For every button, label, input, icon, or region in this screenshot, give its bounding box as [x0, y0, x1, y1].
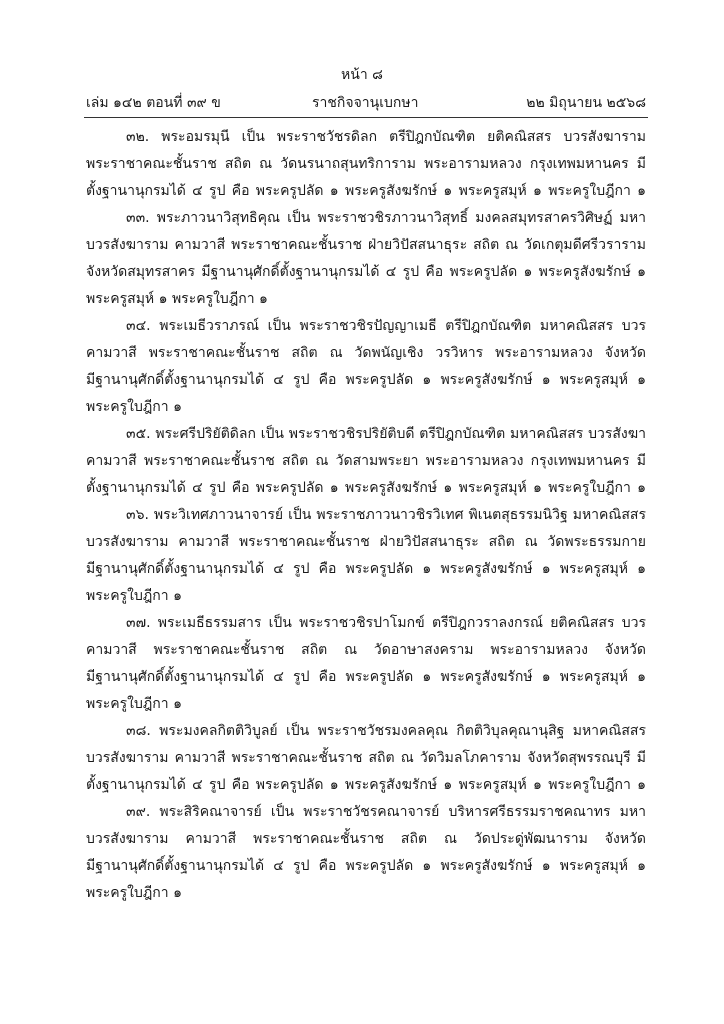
text-line: พระครูใบฎีกา ๑	[86, 885, 182, 901]
text-line: ๓๘. พระมงคลกิตติวิบูลย์ เป็น พระราชวัชรมงคลคุณ กิตติวิบุลคุณานุสิฐ มหาคณิสสร	[126, 723, 646, 739]
text-line: พระครูใบฎีกา ๑	[86, 696, 182, 712]
text-line: มีฐานานุศักดิ์ตั้งฐานานุกรมได้ ๔ รูป คือ พระครูปลัด ๑ พระครูสังฆรักษ์ ๑ พระครูสมุห์ ๑	[86, 372, 646, 388]
text-line: ๓๙. พระสิริคณาจารย์ เป็น พระราชวัชรคณาจารย์ บริหารศรีธรรมราชคณาทร มหา	[126, 804, 646, 820]
text-line: คามวาสี พระราชาคณะชั้นราช สถิต ณ วัดอาษาสงคราม พระอารามหลวง จังหวัด	[86, 642, 646, 658]
page-number: หน้า ๘	[341, 67, 383, 83]
paragraph	[86, 205, 646, 313]
text-line: บวรสังฆาราม คามวาสี พระราชาคณะชั้นราช ฝ่ายวิปัสสนาธุระ สถิต ณ วัดพระธรรมกาย	[86, 534, 646, 550]
paragraph	[86, 799, 646, 907]
text-line: ๓๗. พระเมธีธรรมสาร เป็น พระราชวชิรปาโมกข์ ตรีปิฎกวราลงกรณ์ ยติคณิสสร บวร	[126, 615, 646, 631]
text-line: คามวาสี พระราชาคณะชั้นราช สถิต ณ วัดพนัญเชิง วรวิหาร พระอารามหลวง จังหวัด	[86, 345, 646, 361]
publication-date: ๒๒ มิถุนายน ๒๕๖๘	[526, 95, 646, 111]
gazette-header	[86, 92, 646, 114]
document-body	[86, 124, 646, 907]
header-divider	[84, 117, 648, 118]
text-line: มีฐานานุศักดิ์ตั้งฐานานุกรมได้ ๔ รูป คือ พระครูปลัด ๑ พระครูสังฆรักษ์ ๑ พระครูสมุห์ ๑	[86, 561, 646, 577]
text-line: มีฐานานุศักดิ์ตั้งฐานานุกรมได้ ๔ รูป คือ พระครูปลัด ๑ พระครูสังฆรักษ์ ๑ พระครูสมุห์ ๑	[86, 669, 646, 685]
publication-title: ราชกิจจานุเบกษา	[312, 95, 419, 111]
paragraph	[86, 421, 646, 502]
text-line: ตั้งฐานานุกรมได้ ๔ รูป คือ พระครูปลัด ๑ พระครูสังฆรักษ์ ๑ พระครูสมุห์ ๑ พระครูใบฎีกา ๑	[86, 183, 646, 199]
text-line: พระครูใบฎีกา ๑	[86, 588, 182, 604]
text-line: ๓๖. พระวิเทศภาวนาจารย์ เป็น พระราชภาวนาวชิรวิเทศ พิเนตสุธรรมนิวิฐ มหาคณิสสร	[126, 507, 646, 523]
volume-issue: เล่ม ๑๔๒ ตอนที่ ๓๙ ข	[86, 95, 221, 111]
text-line: พระราชาคณะชั้นราช สถิต ณ วัดนรนาถสุนทริการาม พระอารามหลวง กรุงเทพมหานคร มี	[86, 156, 646, 172]
paragraph	[86, 124, 646, 205]
text-line: พระครูสมุห์ ๑ พระครูใบฎีกา ๑	[86, 291, 268, 307]
text-line: บวรสังฆาราม คามวาสี พระราชาคณะชั้นราช ฝ่ายวิปัสสนาธุระ สถิต ณ วัดเกตุมดีศรีวราราม	[86, 237, 646, 253]
text-line: คามวาสี พระราชาคณะชั้นราช สถิต ณ วัดสามพระยา พระอารามหลวง กรุงเทพมหานคร มี	[86, 453, 646, 469]
paragraph	[86, 610, 646, 718]
text-line: บวรสังฆาราม คามวาสี พระราชาคณะชั้นราช สถิต ณ วัดวิมลโภคาราม จังหวัดสุพรรณบุรี มี	[86, 750, 646, 766]
text-line: มีฐานานุศักดิ์ตั้งฐานานุกรมได้ ๔ รูป คือ พระครูปลัด ๑ พระครูสังฆรักษ์ ๑ พระครูสมุห์ ๑	[86, 858, 646, 874]
text-line: ตั้งฐานานุกรมได้ ๔ รูป คือ พระครูปลัด ๑ พระครูสังฆรักษ์ ๑ พระครูสมุห์ ๑ พระครูใบฎีกา ๑	[86, 777, 646, 793]
text-line: ๓๓. พระภาวนาวิสุทธิคุณ เป็น พระราชวชิรภาวนาวิสุทธิ์ มงคลสมุทรสาครวิศิษฏ์ มหา	[126, 210, 646, 226]
text-line: ตั้งฐานานุกรมได้ ๔ รูป คือ พระครูปลัด ๑ พระครูสังฆรักษ์ ๑ พระครูสมุห์ ๑ พระครูใบฎีกา ๑	[86, 480, 646, 496]
text-line: ๓๒. พระอมรมุนี เป็น พระราชวัชรดิลก ตรีปิฎกบัณฑิต ยติคณิสสร บวรสังฆาราม	[126, 129, 646, 145]
text-line: ๓๕. พระศรีปริยัติดิลก เป็น พระราชวชิรปริยัติบดี ตรีปิฎกบัณฑิต มหาคณิสสร บวรสังฆา	[126, 426, 646, 442]
paragraph	[86, 502, 646, 610]
text-line: ๓๔. พระเมธีวราภรณ์ เป็น พระราชวชิรปัญญาเมธี ตรีปิฎกบัณฑิต มหาคณิสสร บวร	[126, 318, 646, 334]
text-line: พระครูใบฎีกา ๑	[86, 399, 182, 415]
paragraph	[86, 313, 646, 421]
text-line: บวรสังฆาราม คามวาสี พระราชาคณะชั้นราช สถิต ณ วัดประดู่พัฒนาราม จังหวัด	[86, 831, 646, 847]
paragraph	[86, 718, 646, 799]
text-line: จังหวัดสมุทรสาคร มีฐานานุศักดิ์ตั้งฐานานุกรมได้ ๔ รูป คือ พระครูปลัด ๑ พระครูสังฆรักษ์ ๑	[86, 264, 646, 280]
